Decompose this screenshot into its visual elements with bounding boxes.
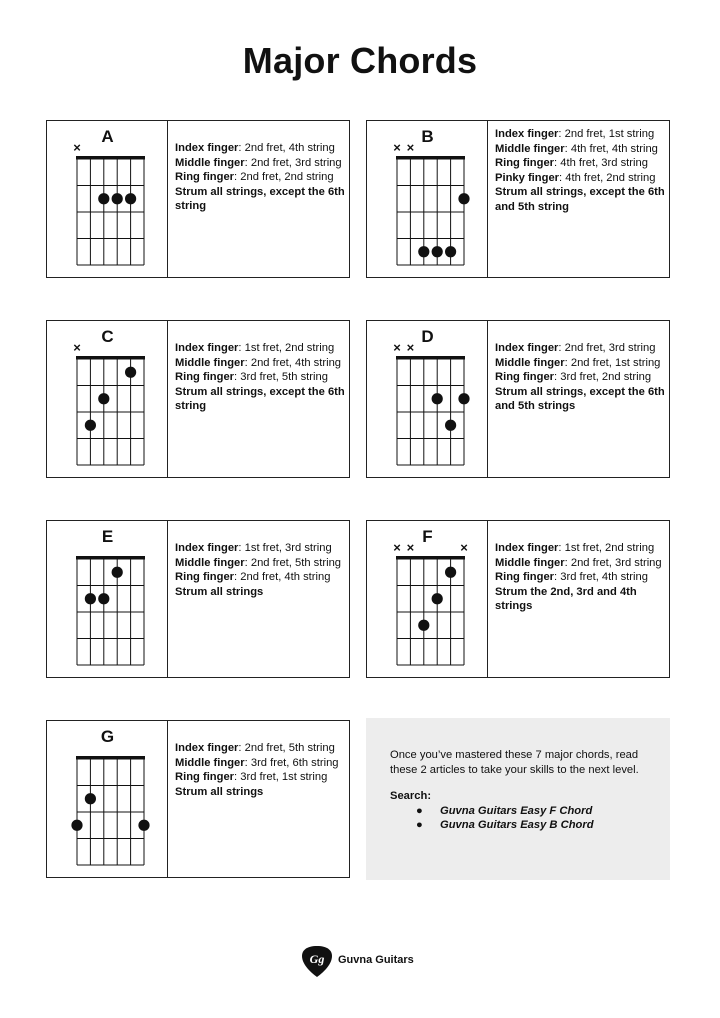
- finger-dot: [125, 367, 136, 378]
- finger-instruction: [175, 170, 347, 185]
- finger-dot: [98, 593, 109, 604]
- finger-position: : 4th fret, 3rd string: [554, 157, 648, 170]
- finger-position: : 2nd fret, 5th string: [238, 742, 335, 754]
- finger-position: : 3rd fret, 1st string: [234, 771, 328, 784]
- finger-label: Ring finger: [175, 771, 235, 784]
- finger-label: Ring finger: [175, 171, 235, 184]
- finger-position: : 2nd fret, 4th string: [234, 571, 331, 584]
- fretboard: [367, 121, 488, 277]
- finger-dot: [418, 620, 429, 631]
- finger-dot: [458, 193, 469, 204]
- finger-dot: [138, 820, 149, 831]
- chord-instructions: [495, 541, 667, 614]
- chord-diagram: [367, 521, 488, 677]
- nut: [76, 356, 145, 360]
- finger-dot: [98, 193, 109, 204]
- finger-instruction: [495, 570, 667, 585]
- finger-dot: [445, 420, 456, 431]
- finger-instruction: [175, 570, 347, 585]
- finger-label: Middle finger: [175, 756, 245, 769]
- finger-dot: [432, 246, 443, 257]
- finger-label: Ring finger: [175, 371, 235, 384]
- finger-dot: [85, 420, 96, 431]
- strum-instruction: Strum all strings, except the 6th string: [175, 185, 345, 213]
- finger-label: Ring finger: [495, 157, 555, 170]
- guitar-pick-logo-icon: [300, 944, 334, 978]
- chord-name: E: [101, 527, 114, 546]
- finger-dot: [112, 567, 123, 578]
- finger-instruction: [495, 356, 667, 371]
- fretboard: [47, 521, 168, 677]
- finger-position: : 3rd fret, 6th string: [244, 756, 339, 769]
- finger-dot: [85, 593, 96, 604]
- chord-instructions: [175, 741, 347, 799]
- finger-dot: [125, 193, 136, 204]
- chord-name: C: [101, 327, 114, 346]
- finger-dot: [418, 246, 429, 257]
- nut: [76, 756, 145, 760]
- finger-position: : 2nd fret, 3rd string: [564, 556, 662, 569]
- note-intro: Once you’ve mastered these 7 major chords, read these 2 articles to take your skills to the next level.: [390, 749, 639, 776]
- chord-instructions: [495, 341, 667, 414]
- finger-label: Index finger: [175, 342, 239, 354]
- fretboard: [47, 321, 168, 477]
- finger-label: Index finger: [175, 742, 239, 754]
- nut: [396, 156, 465, 160]
- footer: [0, 944, 720, 980]
- chord-card-d: [366, 320, 670, 478]
- chord-diagram: [367, 121, 488, 277]
- finger-label: Index finger: [495, 542, 559, 554]
- article-link-label: Guvna Guitars Easy F Chord: [440, 804, 593, 817]
- finger-label: Index finger: [175, 142, 239, 154]
- logo-text: Gg: [309, 952, 325, 966]
- chord-name: F: [422, 527, 433, 546]
- finger-label: Index finger: [495, 128, 559, 140]
- finger-position: : 3rd fret, 2nd string: [554, 371, 652, 384]
- muted-string-icon: ×: [73, 340, 81, 355]
- muted-string-icon: ×: [393, 140, 401, 155]
- nut: [396, 356, 465, 360]
- strum-instruction: Strum all strings: [175, 785, 264, 798]
- article-list: [390, 804, 646, 833]
- finger-instruction: [175, 141, 347, 156]
- finger-position: : 2nd fret, 4th string: [244, 356, 342, 369]
- finger-instruction: [495, 127, 667, 142]
- finger-position: : 2nd fret, 1st string: [558, 128, 655, 140]
- fretboard: [367, 321, 488, 477]
- chord-instructions: [495, 127, 667, 215]
- finger-instruction: [495, 341, 667, 356]
- finger-dot: [71, 820, 82, 831]
- finger-instruction: [175, 770, 347, 785]
- finger-position: : 3rd fret, 4th string: [554, 571, 648, 584]
- finger-label: Index finger: [175, 542, 239, 554]
- finger-label: Middle finger: [175, 356, 245, 369]
- chord-card-a: [46, 120, 350, 278]
- finger-instruction: [175, 556, 347, 571]
- finger-label: Ring finger: [495, 571, 555, 584]
- finger-instruction: [175, 341, 347, 356]
- chord-instructions: [175, 141, 347, 214]
- chord-name: G: [100, 727, 115, 746]
- chord-name: D: [421, 327, 434, 346]
- muted-string-icon: ×: [393, 340, 401, 355]
- finger-dot: [445, 246, 456, 257]
- finger-label: Middle finger: [495, 556, 565, 569]
- chord-card-f: [366, 520, 670, 678]
- chord-diagram: [47, 521, 168, 677]
- nut: [76, 156, 145, 160]
- chord-diagram: [47, 721, 168, 877]
- finger-position: : 2nd fret, 3rd string: [244, 156, 342, 169]
- finger-instruction: [175, 356, 347, 371]
- nut: [76, 556, 145, 560]
- finger-position: : 1st fret, 2nd string: [558, 542, 655, 554]
- chord-name: A: [101, 127, 114, 146]
- finger-label: Middle finger: [495, 142, 565, 155]
- finger-instruction: [175, 541, 347, 556]
- finger-position: : 4th fret, 2nd string: [559, 171, 656, 184]
- finger-instruction: [495, 541, 667, 556]
- brand-name: Guvna Guitars: [338, 954, 414, 966]
- chord-diagram: [367, 321, 488, 477]
- nut: [396, 556, 465, 560]
- strum-instruction: Strum the 2nd, 3rd and 4th strings: [495, 585, 637, 613]
- finger-position: : 2nd fret, 2nd string: [234, 171, 334, 184]
- finger-label: Ring finger: [175, 571, 235, 584]
- page-title: Major Chords: [242, 40, 478, 81]
- finger-dot: [432, 393, 443, 404]
- finger-label: Middle finger: [175, 556, 245, 569]
- muted-string-icon: ×: [393, 540, 401, 555]
- finger-dot: [112, 193, 123, 204]
- chord-card-g: [46, 720, 350, 878]
- muted-string-icon: ×: [406, 540, 415, 555]
- finger-label: Ring finger: [495, 371, 555, 384]
- finger-instruction: [175, 741, 347, 756]
- article-link-label: Guvna Guitars Easy B Chord: [440, 819, 594, 832]
- finger-dot: [445, 567, 456, 578]
- muted-string-icon: ×: [460, 540, 468, 555]
- finger-label: Pinky finger: [495, 171, 560, 184]
- finger-position: : 4th fret, 4th string: [564, 142, 658, 155]
- fretboard: [47, 721, 168, 877]
- finger-position: : 1st fret, 3rd string: [238, 542, 332, 554]
- chord-diagram: [47, 121, 168, 277]
- fretboard: [47, 121, 168, 277]
- finger-label: Middle finger: [495, 356, 565, 369]
- finger-instruction: [495, 156, 667, 171]
- chord-card-b: [366, 120, 670, 278]
- strum-instruction: Strum all strings, except the 6th string: [175, 385, 345, 413]
- strum-instruction: Strum all strings, except the 6th and 5th string: [495, 186, 665, 213]
- bullet-icon: ●: [416, 804, 423, 817]
- chord-card-c: [46, 320, 350, 478]
- muted-string-icon: ×: [406, 140, 415, 155]
- strum-instruction: Strum all strings, except the 6th and 5th strings: [495, 385, 665, 413]
- finger-instruction: [175, 156, 347, 171]
- finger-dot: [432, 593, 443, 604]
- muted-string-icon: ×: [406, 340, 415, 355]
- muted-string-icon: ×: [73, 140, 81, 155]
- finger-label: Index finger: [495, 342, 559, 354]
- finger-instruction: [495, 370, 667, 385]
- finger-position: : 2nd fret, 1st string: [564, 356, 661, 369]
- finger-instruction: [495, 142, 667, 157]
- article-link-f-chord[interactable]: [416, 804, 646, 819]
- finger-dot: [98, 393, 109, 404]
- finger-position: : 2nd fret, 3rd string: [558, 342, 656, 354]
- finger-position: : 1st fret, 2nd string: [238, 342, 335, 354]
- fretboard: [367, 521, 488, 677]
- finger-instruction: [175, 370, 347, 385]
- bullet-icon: ●: [416, 819, 423, 832]
- finger-label: Middle finger: [175, 156, 245, 169]
- finger-instruction: [175, 756, 347, 771]
- chord-card-e: [46, 520, 350, 678]
- chord-name: B: [421, 127, 434, 146]
- finger-position: : 3rd fret, 5th string: [234, 371, 328, 384]
- finger-instruction: [495, 171, 667, 186]
- finger-position: : 2nd fret, 5th string: [244, 556, 342, 569]
- next-steps-note: [366, 718, 670, 880]
- chord-instructions: [175, 341, 347, 414]
- finger-dot: [458, 393, 469, 404]
- search-label: Search:: [390, 790, 432, 803]
- chord-diagram: [47, 321, 168, 477]
- chord-instructions: [175, 541, 347, 599]
- finger-position: : 2nd fret, 4th string: [238, 142, 335, 154]
- article-link-b-chord[interactable]: [416, 818, 646, 833]
- finger-dot: [85, 793, 96, 804]
- finger-instruction: [495, 556, 667, 571]
- strum-instruction: Strum all strings: [175, 585, 264, 598]
